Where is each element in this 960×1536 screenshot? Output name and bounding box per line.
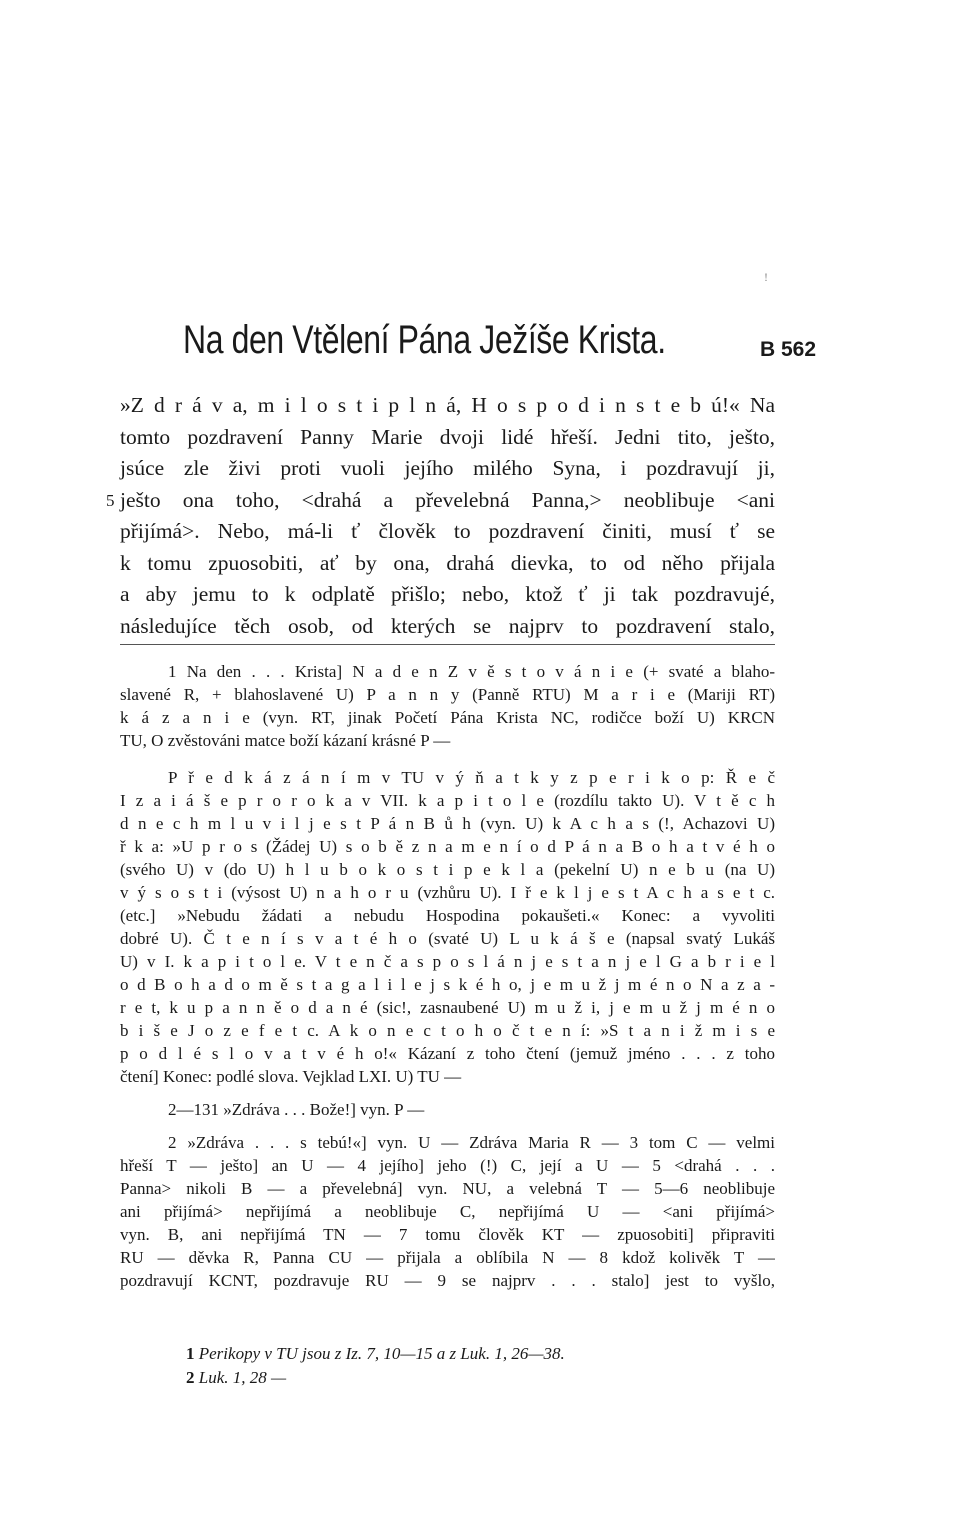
apparatus-line: ř k a: »U p r o s (Žádej U) s o b ě z n a m e n í o d P á n a B o h a t v é h o (120, 837, 775, 856)
apparatus-line: ani přijímá> nepřijímá a neoblibuje C, nepřijímá U — <ani přijímá> (120, 1202, 775, 1221)
apparatus-line: Panna> nikoli B — a převelebná] vyn. NU, a velebná T — 5—6 neoblibuje (120, 1179, 775, 1198)
apparatus-line: v ý s o s t i (výsost U) n a h o r u (vzhůru U). I ř e k l j e s t A c h a s e t c. (120, 883, 775, 902)
signature-mark: B 562 (760, 338, 817, 361)
text-line: jsúce zle živi proti vuoli jejího milého Syna, i pozdravují ji, (120, 456, 775, 480)
apparatus-line: čtení] Konec: podlé slova. Vejklad LXI. U) TU — (120, 1067, 462, 1086)
text-line: k tomu zpuosobiti, ať by ona, drahá dievka, to od něho přijala (120, 550, 775, 575)
apparatus-line: k á z a n i e (vyn. RT, jinak Početí Pána Krista NC, rodičce boží U) KRCN (120, 708, 775, 727)
apparatus-line: o d B o h a d o m ě s t a g a l i l e j s k é h o, j e m u ž j m é n o N a z a - (120, 975, 775, 994)
apparatus-line: 2—131 »Zdráva . . . Bože!] vyn. P — (168, 1100, 425, 1119)
text-line: ješto ona toho, <drahá a převelebná Panna,> neoblibuje <ani (120, 487, 775, 512)
apparatus-line: pozdravují KCNT, pozdravuje RU — 9 se najprv . . . stalo] jest to vyšlo, (120, 1271, 775, 1290)
footnote-text: Perikopy v TU jsou z Iz. 7, 10—15 a z Luk. 1, 26—38. (198, 1344, 565, 1363)
chapter-title: Na den Vtělení Pána Ježíše Krista. (183, 318, 666, 362)
critical-apparatus (120, 660, 775, 1292)
apparatus-line: slavené R, + blahoslavené U) P a n n y (Panně RTU) M a r i e (Mariji RT) (120, 685, 775, 704)
text-line: »Z d r á v a, m i l o s t i p l n á, H o s p o d i n s t e b ú!« Na (120, 393, 775, 417)
footnote (186, 1366, 786, 1390)
apparatus-line: (etc.] »Nebudu žádati a nebudu Hospodina pokaušeti.« Konec: a vyvoliti (120, 906, 775, 925)
apparatus-line: 2 »Zdráva . . . s tebú!«] vyn. U — Zdráva Maria R — 3 tom C — velmi (168, 1133, 775, 1152)
apparatus-line: (svého U) v (do U) h l u b o k o s t i p e k l a (pekelní U) n e b u (na U) (120, 860, 775, 879)
footnotes (186, 1342, 786, 1390)
apparatus-line: r e t, k u p a n n ě o d a n é (sic!, zasnaubené U) m u ž i, j e m u ž j m é n o (120, 998, 775, 1017)
apparatus-line: b i š e J o z e f e t c. A k o n e c t o h o č t e n í: »S t a n i ž m i s e (120, 1021, 775, 1040)
line-number: 5 (106, 490, 115, 510)
text-line: a aby jemu to k odplatě přišlo; nebo, ktož ť ji tak pozdravujé, (120, 582, 775, 606)
apparatus-line: I z a i á š e p r o r o k a v VII. k a p i t o l e (rozdílu takto U). V t ě c h (120, 791, 775, 810)
text-line: následujíce těch osob, od kterých se najprv to pozdravení stalo, (120, 613, 775, 638)
apparatus-line: 1 Na den . . . Krista] N a d e n Z v ě s t o v á n i e (+ svaté a blaho- (168, 662, 775, 681)
footnote-number: 2 (186, 1368, 195, 1387)
apparatus-line: hřeší T — ješto] an U — 4 jejího] jeho (!) C, její a U — 5 <drahá . . . (120, 1156, 775, 1175)
margin-mark: ! (764, 270, 768, 284)
apparatus-line: TU, O zvěstováni matce boží kázaní krásné P — (120, 731, 451, 750)
apparatus-line: vyn. B, ani nepřijímá TN — 7 tomu člověk KT — zpuosobiti] připraviti (120, 1225, 775, 1244)
apparatus-line: d n e c h m l u v i l j e s t P á n B ů h (vyn. U) k A c h a s (!, Achazovi U) (120, 814, 775, 833)
apparatus-line: RU — děvka R, Panna CU — přijala a oblíbila N — 8 kdož kolivěk T — (120, 1248, 775, 1267)
main-text (106, 390, 775, 642)
apparatus-line: P ř e d k á z á n í m v TU v ý ň a t k y z p e r i k o p: Ř e č (168, 768, 775, 787)
apparatus-line: U) v I. k a p i t o l e. V t e n č a s p o s l á n j e s t a n j e l G a b r i e l (120, 952, 775, 971)
footnote-text: Luk. 1, 28 — (198, 1368, 287, 1387)
apparatus-line: p o d l é s l o v a t v é h o!« Kázaní z toho čtení (jemuž jméno . . . z toho (120, 1044, 775, 1063)
apparatus-line: dobré U). Č t e n í s v a t é h o (svaté U) L u k á š e (napsal svatý Lukáš (120, 929, 775, 948)
text-line: přijímá>. Nebo, má-li ť člověk to pozdravení činiti, musí ť se (120, 519, 775, 543)
apparatus-divider (120, 644, 775, 645)
footnote (186, 1342, 786, 1366)
text-line: tomto pozdravení Panny Marie dvoji lidé hřeší. Jedni tito, ješto, (120, 424, 775, 449)
footnote-number: 1 (186, 1344, 195, 1363)
